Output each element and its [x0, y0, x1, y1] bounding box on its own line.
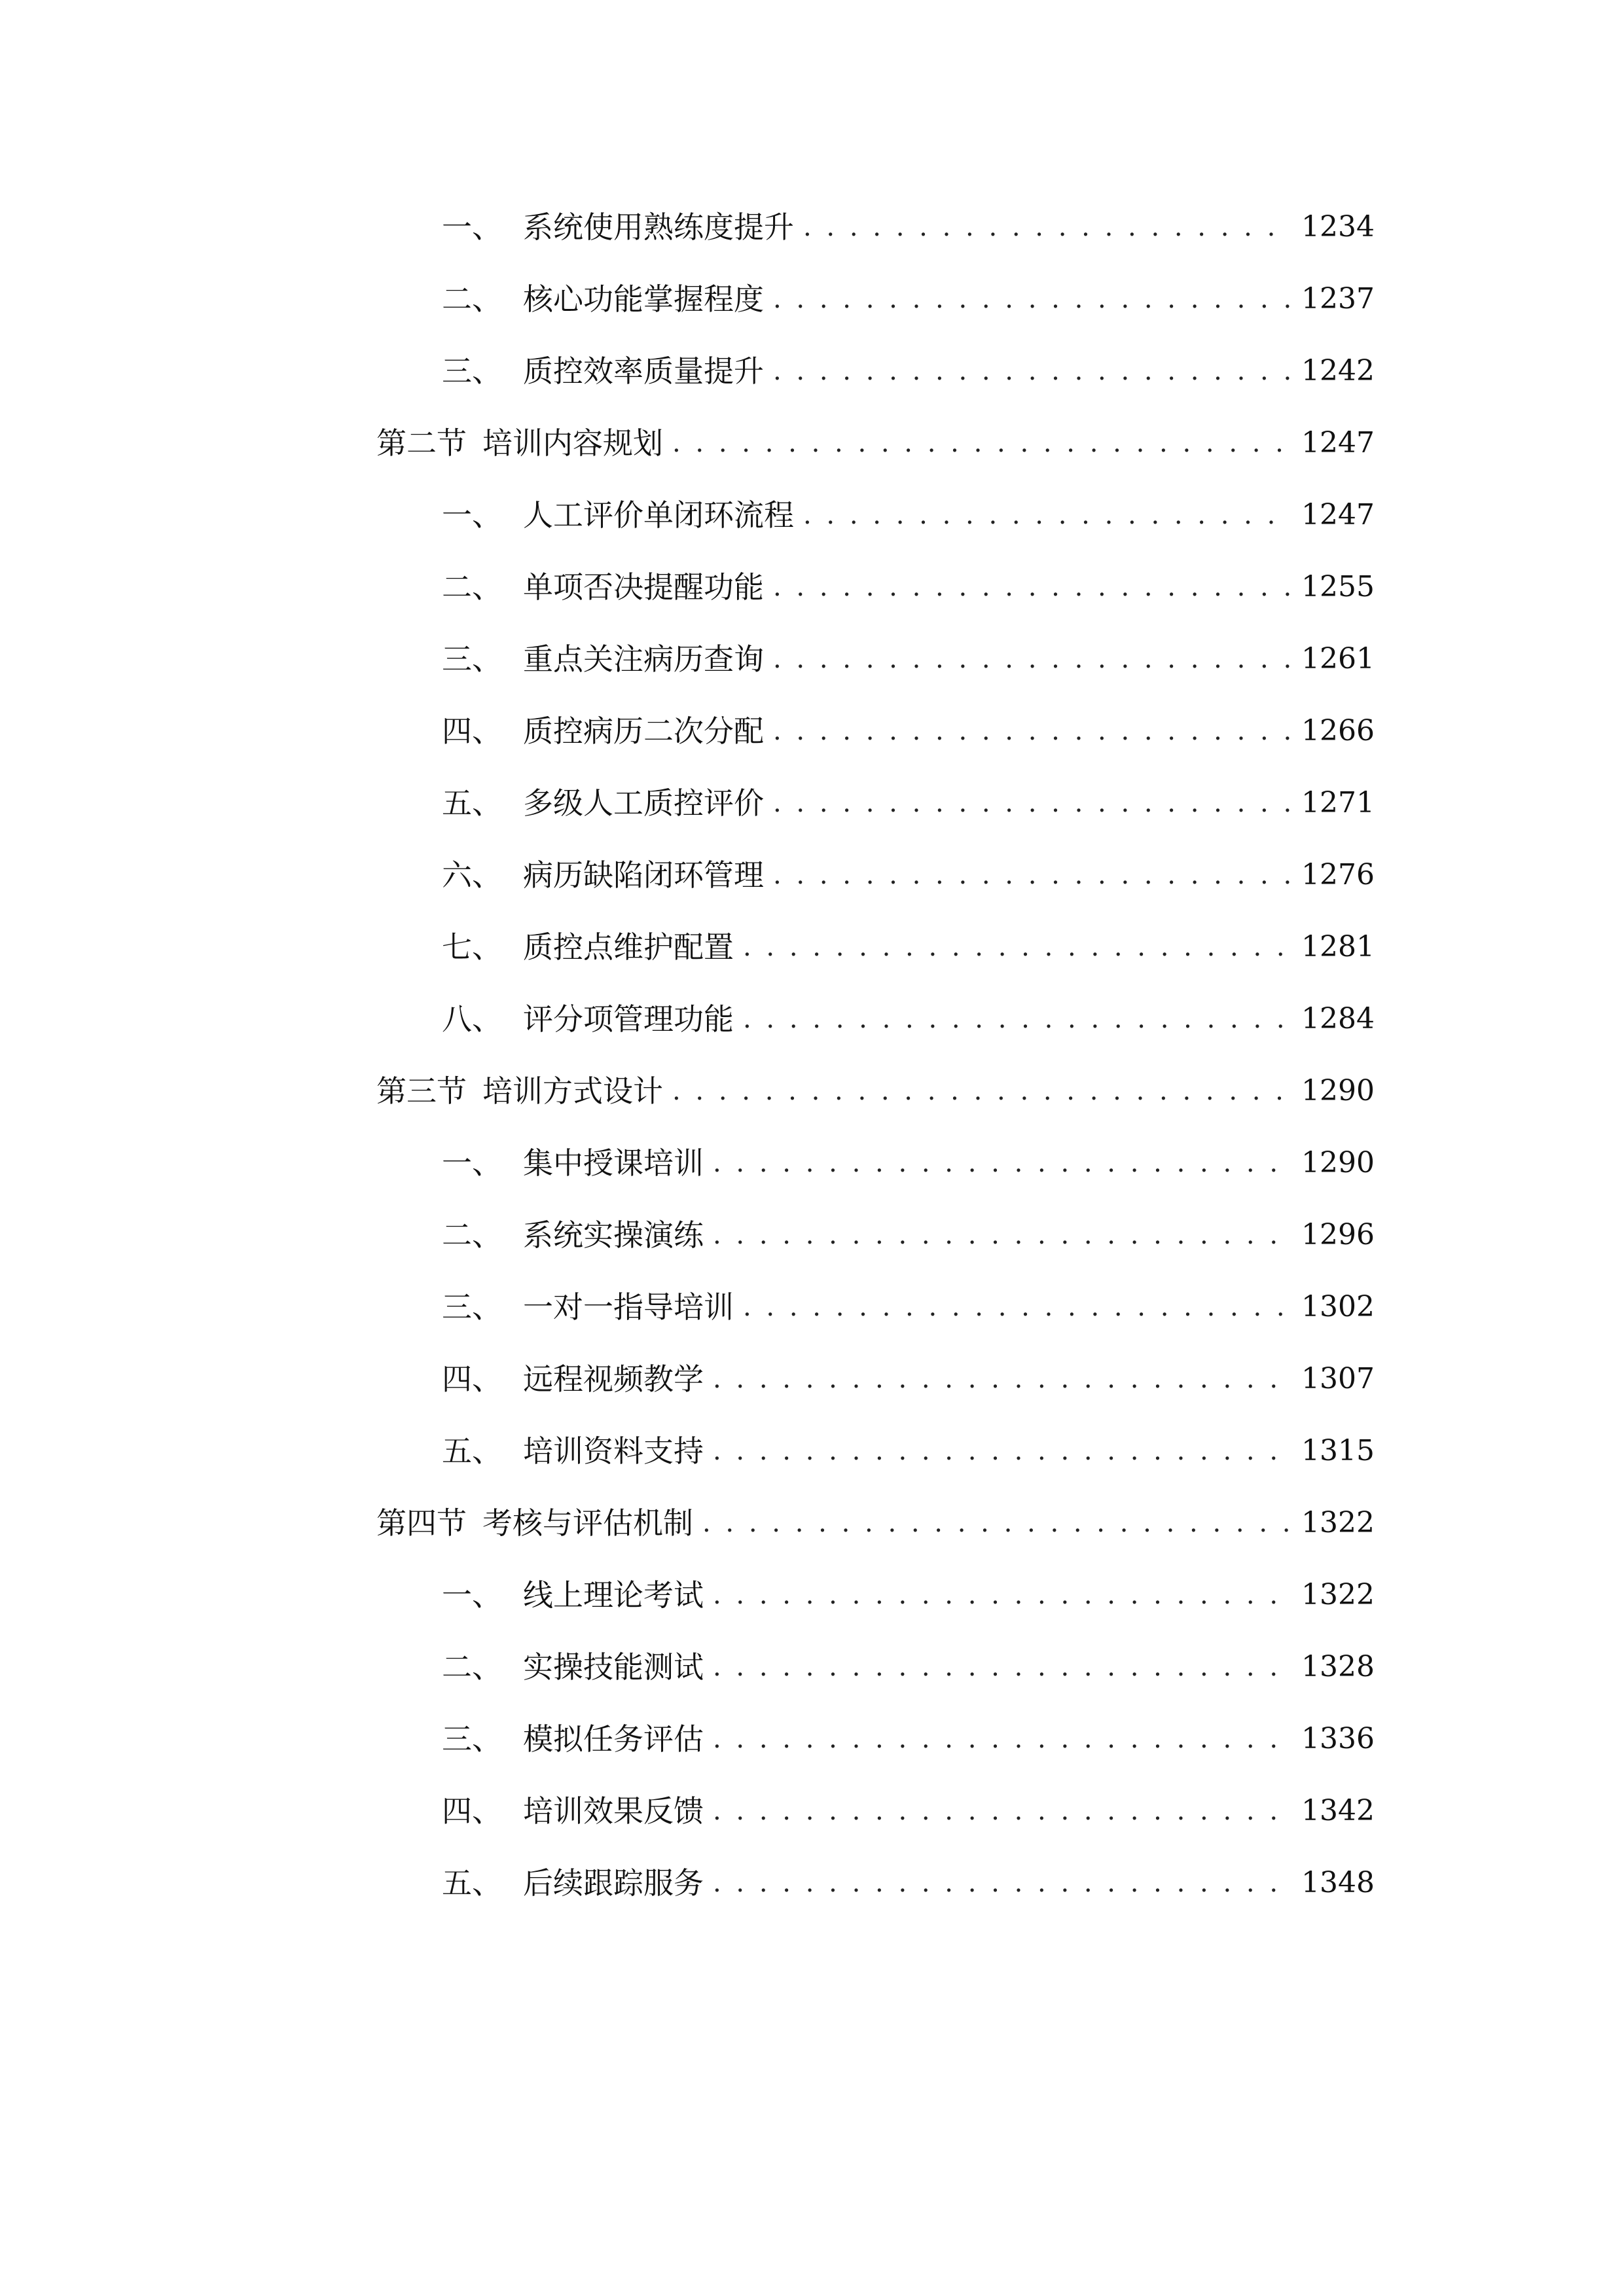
- toc-entry[interactable]: [0, 479, 1624, 551]
- toc-entry-title: 重点关注病历查询: [523, 641, 764, 677]
- toc-entry-page: 1242: [1301, 354, 1375, 387]
- toc-dot-leader: [743, 1294, 1290, 1320]
- toc-section-title: 考核与评估机制: [482, 1505, 693, 1541]
- toc-entry-number: 一、: [442, 209, 502, 245]
- toc-dot-leader: [773, 574, 1290, 600]
- toc-entry-number: 五、: [442, 1865, 502, 1901]
- toc-entry-title: 系统使用熟练度提升: [523, 209, 794, 245]
- toc-entry-page: 1296: [1301, 1218, 1375, 1251]
- toc-section-number: 第二节: [376, 425, 467, 461]
- toc-entry-number: 二、: [442, 281, 502, 317]
- toc-dot-leader: [713, 1582, 1290, 1608]
- toc-entry-number: 三、: [442, 1721, 502, 1757]
- toc-entry-number: 七、: [442, 929, 502, 965]
- toc-dot-leader: [773, 286, 1290, 312]
- toc-entry-title: 模拟任务评估: [523, 1721, 704, 1757]
- toc-entry-page: 1315: [1301, 1434, 1375, 1467]
- toc-entry-page: 1234: [1301, 210, 1375, 243]
- toc-entry-title: 病历缺陷闭环管理: [523, 857, 764, 893]
- toc-dot-leader: [713, 1366, 1290, 1392]
- toc-entry[interactable]: [0, 1343, 1624, 1415]
- toc-entry[interactable]: [0, 551, 1624, 623]
- toc-dot-leader: [713, 1222, 1290, 1248]
- toc-entry-title: 单项否决提醒功能: [523, 569, 764, 605]
- toc-entry-title: 人工评价单闭环流程: [523, 497, 794, 533]
- toc-entry[interactable]: [0, 623, 1624, 695]
- toc-entry[interactable]: [0, 1199, 1624, 1271]
- toc-entry-number: 五、: [442, 1433, 502, 1469]
- toc-entry-page: 1237: [1301, 282, 1375, 315]
- toc-entry-page: 1336: [1301, 1722, 1375, 1755]
- toc-entry-title: 培训资料支持: [523, 1433, 704, 1469]
- toc-entry-page: 1247: [1301, 426, 1375, 459]
- toc-dot-leader: [773, 646, 1290, 672]
- toc-entry-page: 1322: [1301, 1506, 1375, 1539]
- toc-section-title: 培训方式设计: [482, 1073, 663, 1109]
- toc-entry-title: 培训效果反馈: [523, 1793, 704, 1829]
- toc-dot-leader: [713, 1726, 1290, 1752]
- toc-entry-number: 四、: [442, 1361, 502, 1397]
- toc-section-number: 第三节: [376, 1073, 467, 1109]
- toc-entry-number: 一、: [442, 1577, 502, 1613]
- toc-entry[interactable]: [0, 191, 1624, 263]
- toc-dot-leader: [743, 1006, 1290, 1032]
- toc-entry[interactable]: [0, 983, 1624, 1055]
- toc-entry-title: 多级人工质控评价: [523, 785, 764, 821]
- toc-entry-page: 1266: [1301, 714, 1375, 747]
- toc-entry-title: 远程视频教学: [523, 1361, 704, 1397]
- toc-entry-page: 1290: [1301, 1146, 1375, 1179]
- toc-entry-title: 核心功能掌握程度: [523, 281, 764, 317]
- toc-entry-page: 1322: [1301, 1578, 1375, 1611]
- toc-entry-number: 二、: [442, 569, 502, 605]
- toc-dot-leader: [773, 790, 1290, 816]
- toc-entry-number: 二、: [442, 1649, 502, 1685]
- toc-entry-number: 四、: [442, 713, 502, 749]
- toc-section-entry[interactable]: [0, 1055, 1624, 1127]
- toc-entry[interactable]: [0, 767, 1624, 839]
- toc-entry-number: 二、: [442, 1217, 502, 1253]
- toc-entry-number: 三、: [442, 353, 502, 389]
- toc-entry[interactable]: [0, 1775, 1624, 1847]
- toc-dot-leader: [672, 430, 1290, 456]
- toc-dot-leader: [713, 1150, 1290, 1176]
- toc-entry[interactable]: [0, 911, 1624, 983]
- toc-entry-number: 五、: [442, 785, 502, 821]
- toc-entry-page: 1290: [1301, 1074, 1375, 1107]
- toc-entry[interactable]: [0, 1559, 1624, 1631]
- toc-dot-leader: [773, 862, 1290, 888]
- toc-dot-leader: [713, 1438, 1290, 1464]
- toc-section-number: 第四节: [376, 1505, 467, 1541]
- toc-entry-title: 实操技能测试: [523, 1649, 704, 1685]
- toc-entry-number: 三、: [442, 1289, 502, 1325]
- toc-entry-title: 质控效率质量提升: [523, 353, 764, 389]
- toc-entry-number: 六、: [442, 857, 502, 893]
- toc-dot-leader: [713, 1870, 1290, 1896]
- toc-entry-number: 一、: [442, 497, 502, 533]
- toc-entry-page: 1284: [1301, 1002, 1375, 1035]
- toc-dot-leader: [702, 1510, 1290, 1536]
- toc-entry[interactable]: [0, 1631, 1624, 1703]
- toc-entry-page: 1348: [1301, 1866, 1375, 1899]
- toc-entry[interactable]: [0, 263, 1624, 335]
- toc-entry-page: 1247: [1301, 498, 1375, 531]
- toc-entry-page: 1302: [1301, 1290, 1375, 1323]
- toc-entry-title: 集中授课培训: [523, 1145, 704, 1181]
- toc-entry-title: 评分项管理功能: [523, 1001, 734, 1037]
- toc-entry[interactable]: [0, 1271, 1624, 1343]
- toc-entry-title: 质控点维护配置: [523, 929, 734, 965]
- toc-entry[interactable]: [0, 1127, 1624, 1199]
- toc-dot-leader: [672, 1078, 1290, 1104]
- toc-entry[interactable]: [0, 695, 1624, 767]
- toc-entry[interactable]: [0, 839, 1624, 911]
- toc-dot-leader: [713, 1798, 1290, 1824]
- toc-section-entry[interactable]: [0, 1487, 1624, 1559]
- toc-entry-page: 1328: [1301, 1650, 1375, 1683]
- toc-dot-leader: [773, 718, 1290, 744]
- toc-entry-title: 一对一指导培训: [523, 1289, 734, 1325]
- toc-dot-leader: [713, 1654, 1290, 1680]
- toc-entry-page: 1261: [1301, 642, 1375, 675]
- toc-entry-page: 1281: [1301, 930, 1375, 963]
- toc-entry-number: 三、: [442, 641, 502, 677]
- toc-entry-title: 质控病历二次分配: [523, 713, 764, 749]
- toc-entry[interactable]: [0, 335, 1624, 407]
- toc-entry-number: 八、: [442, 1001, 502, 1037]
- toc-dot-leader: [803, 502, 1290, 528]
- toc-dot-leader: [743, 934, 1290, 960]
- toc-entry-number: 四、: [442, 1793, 502, 1829]
- toc-entry-title: 线上理论考试: [523, 1577, 704, 1613]
- toc-section-entry[interactable]: [0, 407, 1624, 479]
- toc-entry-number: 一、: [442, 1145, 502, 1181]
- toc-entry[interactable]: [0, 1847, 1624, 1919]
- toc-dot-leader: [803, 214, 1290, 240]
- toc-entry-page: 1255: [1301, 570, 1375, 603]
- toc-entry-page: 1307: [1301, 1362, 1375, 1395]
- toc-dot-leader: [773, 358, 1290, 384]
- toc-entry-page: 1276: [1301, 858, 1375, 891]
- toc-entry-page: 1342: [1301, 1794, 1375, 1827]
- toc-entry-page: 1271: [1301, 786, 1375, 819]
- toc-entry-title: 系统实操演练: [523, 1217, 704, 1253]
- toc-entry-title: 后续跟踪服务: [523, 1865, 704, 1901]
- toc-entry[interactable]: [0, 1703, 1624, 1775]
- toc-entry[interactable]: [0, 1415, 1624, 1487]
- toc-section-title: 培训内容规划: [482, 425, 663, 461]
- table-of-contents: [0, 191, 1624, 1919]
